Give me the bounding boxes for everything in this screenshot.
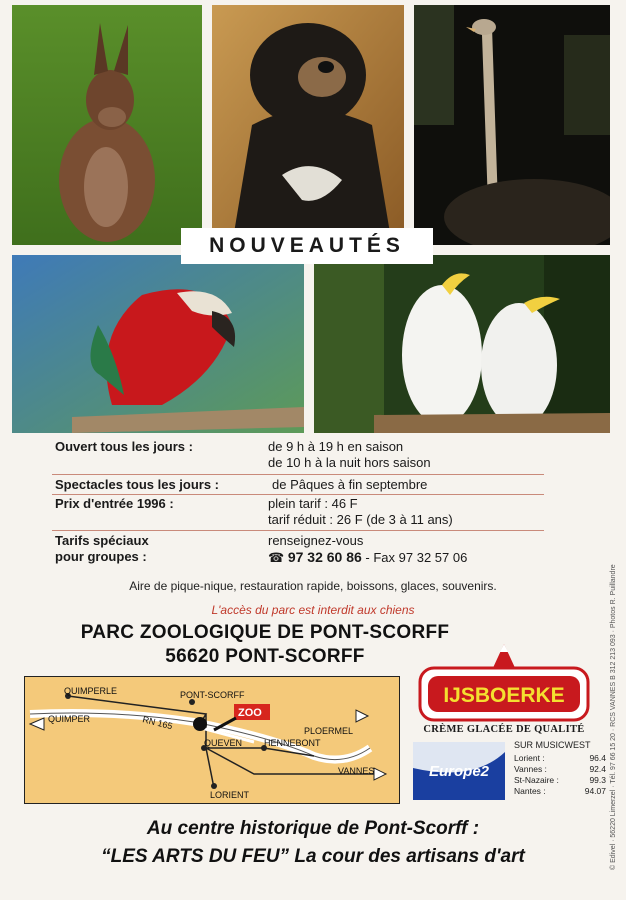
shows-label: Spectacles tous les jours : — [55, 477, 220, 492]
price-full: plein tarif : 46 F — [268, 496, 358, 511]
location-map — [24, 676, 400, 804]
groups-label-2: pour groupes : — [55, 549, 147, 564]
radio-station-city: Nantes : — [514, 786, 546, 796]
radio-station-row — [514, 764, 606, 774]
radio-station-city: Lorient : — [514, 753, 545, 763]
map-label-lorient: LORIENT — [210, 790, 250, 800]
photo-wallaby — [12, 5, 202, 245]
europe2-brand: Europe2 — [428, 763, 490, 780]
map-label-vannes: VANNES — [338, 766, 375, 776]
map-label-quimper: QUIMPER — [48, 714, 91, 724]
footer-line-1: Au centre historique de Pont-Scorff : — [146, 818, 480, 839]
groups-line1: renseignez-vous — [268, 533, 364, 548]
hours-line1: de 9 h à 19 h en saison — [268, 439, 404, 454]
shows-value: de Pâques à fin septembre — [272, 477, 428, 492]
map-label-queven: QUEVEN — [204, 738, 243, 748]
hours-line2: de 10 h à la nuit hors saison — [268, 455, 431, 470]
map-label-pont-scorff: PONT-SCORFF — [180, 690, 245, 700]
amenities-text: Aire de pique-nique, restauration rapide, boissons, glaces, souvenirs. — [129, 579, 497, 593]
radio-station-frequency: 94.07 — [584, 786, 606, 796]
map-label-rn165: RN 165 — [141, 714, 174, 732]
park-address: 56620 PONT-SCORFF — [165, 646, 365, 667]
groups-label-1: Tarifs spéciaux — [55, 533, 149, 548]
map-label-zoo: ZOO — [238, 707, 262, 719]
map-label-quimperle: QUIMPERLE — [64, 686, 118, 696]
hours-label: Ouvert tous les jours : — [55, 439, 193, 454]
photo-ostrich — [414, 5, 610, 245]
phone-number: 97 32 60 86 — [287, 549, 362, 565]
photo-sun-bear — [212, 5, 404, 245]
map-label-hennebont: HENNEBONT — [264, 738, 321, 748]
radio-station-row — [514, 786, 606, 796]
photo-cockatoos — [314, 255, 610, 433]
radio-station-city: St-Nazaire : — [514, 775, 559, 785]
dogs-notice: L'accès du parc est interdit aux chiens — [211, 603, 415, 617]
radio-station-frequency: 99.3 — [589, 775, 606, 785]
europe2-logo — [413, 742, 505, 800]
ijsboerke-tagline: CRÈME GLACÉE DE QUALITÉ — [423, 724, 585, 735]
divider — [52, 474, 544, 475]
radio-station-row — [514, 753, 606, 763]
map-label-ploermel: PLOERMEL — [304, 726, 354, 736]
price-reduced: tarif réduit : 26 F (de 3 à 11 ans) — [268, 512, 453, 527]
ijsboerke-brand: IJSBOERKE — [443, 684, 565, 707]
park-name: PARC ZOOLOGIQUE DE PONT-SCORFF — [80, 622, 450, 643]
radio-station-frequency: 92.4 — [589, 764, 606, 774]
phone-icon: ☎ — [268, 550, 285, 565]
photo-macaw — [12, 255, 304, 433]
zoo-location-marker — [193, 717, 207, 731]
divider — [52, 494, 544, 495]
price-label: Prix d'entrée 1996 : — [55, 496, 174, 511]
footer-line-2: “LES ARTS DU FEU” La cour des artisans d'art — [101, 846, 525, 867]
credit-text: © Edivel · 56220 Limerzel · Tél. 97 66 15 20 · RCS VANNES B 312 213 093 · Photos R. Puillandre — [610, 564, 617, 870]
radio-station-frequency: 96.4 — [589, 753, 606, 763]
nouveautes-banner: NOUVEAUTÉS — [181, 228, 433, 264]
fax-number: - Fax 97 32 57 06 — [365, 550, 468, 565]
radio-title: SUR MUSICWEST — [514, 740, 591, 750]
radio-station-row — [514, 775, 606, 785]
divider — [52, 530, 544, 531]
radio-station-city: Vannes : — [514, 764, 547, 774]
groups-contact — [268, 549, 467, 566]
